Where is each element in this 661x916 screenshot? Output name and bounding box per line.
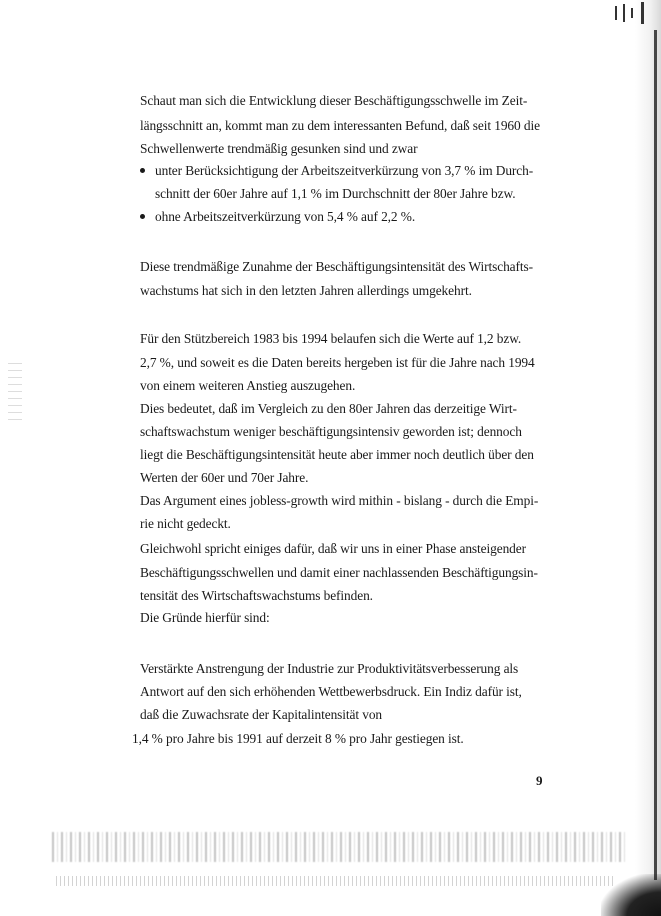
scan-edge (654, 30, 657, 880)
text-line: Beschäftigungsschwellen und damit einer nachlassenden Beschäftigungsin- (140, 565, 538, 580)
text-line: Schwellenwerte trendmäßig gesunken sind und zwar (140, 141, 418, 156)
bullet-item-line: schnitt der 60er Jahre auf 1,1 % im Durchschnitt der 80er Jahre bzw. (155, 186, 516, 201)
text-line: Schaut man sich die Entwicklung dieser Beschäftigungsschwelle im Zeit- (140, 93, 528, 108)
text-line: schaftswachstum weniger beschäftigungsintensiv geworden ist; dennoch (140, 424, 522, 439)
scan-shadow (635, 0, 661, 916)
scan-blot (601, 874, 661, 916)
text-line: von einem weiteren Anstieg auszugehen. (140, 378, 356, 393)
scan-specks (8, 360, 22, 420)
text-line: Für den Stützbereich 1983 bis 1994 belaufen sich die Werte auf 1,2 bzw. (140, 331, 522, 346)
scan-noise-band (56, 876, 616, 886)
text-line: rie nicht gedeckt. (140, 516, 231, 531)
text-line: Diese trendmäßige Zunahme der Beschäftigungsintensität des Wirtschafts- (140, 259, 533, 274)
text-line: Antwort auf den sich erhöhenden Wettbewerbsdruck. Ein Indiz dafür ist, (140, 684, 522, 699)
text-line: Dies bedeutet, daß im Vergleich zu den 80er Jahren das derzeitige Wirt- (140, 401, 517, 416)
text-line: Verstärkte Anstrengung der Industrie zur Produktivitätsverbesserung als (140, 661, 519, 676)
text-line: 2,7 %, und soweit es die Daten bereits hergeben ist für die Jahre nach 1994 (140, 355, 535, 370)
text-line: liegt die Beschäftigungsintensität heute aber immer noch deutlich über den (140, 447, 534, 462)
bullet-icon (140, 168, 145, 173)
text-line: wachstums hat sich in den letzten Jahren allerdings umgekehrt. (140, 283, 472, 298)
page-number: 9 (536, 773, 543, 788)
bullet-item-line: unter Berücksichtigung der Arbeitszeitverkürzung von 3,7 % im Durch- (155, 163, 534, 178)
text-line: 1,4 % pro Jahre bis 1991 auf derzeit 8 % pro Jahr gestiegen ist. (132, 731, 464, 746)
bullet-icon (140, 214, 145, 219)
text-line: Das Argument eines jobless-growth wird mithin - bislang - durch die Empi- (140, 493, 539, 508)
bullet-item-line: ohne Arbeitszeitverkürzung von 5,4 % auf 2,2 %. (155, 209, 416, 224)
scan-corner-marks (611, 2, 651, 24)
scan-noise-band (52, 832, 627, 862)
text-line: Gleichwohl spricht einiges dafür, daß wir uns in einer Phase ansteigender (140, 541, 526, 556)
text-line: Werten der 60er und 70er Jahre. (140, 470, 309, 485)
text-line: längsschnitt an, kommt man zu dem interessanten Befund, daß seit 1960 die (140, 118, 540, 133)
text-line: Die Gründe hierfür sind: (140, 610, 270, 625)
text-line: tensität des Wirtschaftswachstums befinden. (140, 588, 373, 603)
text-line: daß die Zuwachsrate der Kapitalintensität von (140, 707, 383, 722)
